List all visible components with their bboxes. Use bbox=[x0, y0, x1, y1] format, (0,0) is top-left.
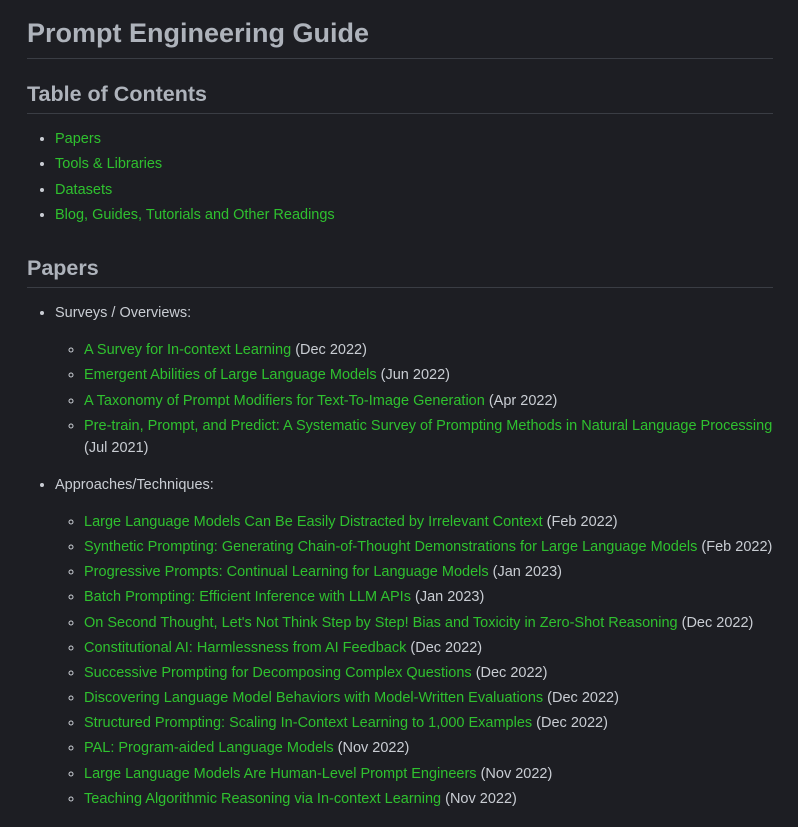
paper-item bbox=[84, 662, 773, 684]
paper-date: (Apr 2022) bbox=[488, 392, 558, 409]
paper-link[interactable]: Synthetic Prompting: Generating Chain-of-Thought Demonstrations for Large Language Models bbox=[84, 538, 698, 555]
paper-date: (Nov 2022) bbox=[480, 765, 553, 782]
paper-item bbox=[84, 339, 773, 361]
papers-heading: Papers bbox=[27, 253, 773, 288]
category-label: • Surveys / Overviews: bbox=[55, 305, 192, 322]
paper-item bbox=[84, 390, 773, 412]
paper-date: (Feb 2022) bbox=[546, 513, 618, 530]
toc-link-blog-guides[interactable]: Blog, Guides, Tutorials and Other Readings bbox=[55, 206, 335, 223]
paper-link[interactable]: A Survey for In-context Learning bbox=[84, 342, 292, 359]
paper-item bbox=[84, 737, 773, 759]
paper-date: (Dec 2022) bbox=[547, 690, 619, 707]
toc-item bbox=[55, 152, 773, 177]
paper-date: (Jan 2023) bbox=[414, 589, 485, 606]
paper-item bbox=[84, 511, 773, 533]
toc-item bbox=[55, 178, 773, 203]
paper-item bbox=[84, 415, 773, 459]
toc-heading: Table of Contents bbox=[27, 79, 773, 114]
paper-link[interactable]: Teaching Algorithmic Reasoning via In-context Learning bbox=[84, 790, 442, 807]
paper-link[interactable]: Batch Prompting: Efficient Inference with LLM APIs bbox=[84, 589, 411, 606]
toc-list bbox=[27, 127, 773, 228]
paper-link[interactable]: Successive Prompting for Decomposing Complex Questions bbox=[84, 664, 472, 681]
paper-link[interactable]: Large Language Models Are Human-Level Prompt Engineers bbox=[84, 765, 477, 782]
paper-link[interactable]: Constitutional AI: Harmlessness from AI Feedback bbox=[84, 639, 407, 656]
paper-item bbox=[84, 586, 773, 608]
paper-link[interactable]: Progressive Prompts: Continual Learning for Language Models bbox=[84, 564, 489, 581]
toc-link-datasets[interactable]: Datasets bbox=[55, 181, 113, 198]
paper-date: (Nov 2022) bbox=[337, 740, 410, 757]
paper-date: (Dec 2022) bbox=[295, 342, 367, 359]
paper-item bbox=[84, 536, 773, 558]
paper-date: (Jun 2022) bbox=[380, 367, 450, 384]
paper-item bbox=[84, 763, 773, 785]
paper-item bbox=[84, 561, 773, 583]
papers-category-list bbox=[27, 303, 773, 810]
paper-link[interactable]: Emergent Abilities of Large Language Models bbox=[84, 367, 377, 384]
paper-item bbox=[84, 612, 773, 634]
paper-link[interactable]: Large Language Models Can Be Easily Distracted by Irrelevant Context bbox=[84, 513, 543, 530]
paper-link[interactable]: On Second Thought, Let's Not Think Step by Step! Bias and Toxicity in Zero-Shot Reasoning bbox=[84, 614, 678, 631]
toc-link-tools-libraries[interactable]: Tools & Libraries bbox=[55, 156, 163, 173]
paper-date: (Dec 2022) bbox=[681, 614, 754, 631]
paper-date: (Jan 2023) bbox=[492, 564, 562, 581]
category-label: • Approaches/Techniques: bbox=[55, 476, 214, 493]
paper-item bbox=[84, 364, 773, 386]
page-title: Prompt Engineering Guide bbox=[27, 0, 773, 59]
paper-list bbox=[55, 511, 773, 810]
paper-item bbox=[84, 687, 773, 709]
paper-link[interactable]: PAL: Program-aided Language Models bbox=[84, 740, 334, 757]
paper-item bbox=[84, 712, 773, 734]
category-approaches bbox=[55, 475, 773, 810]
paper-date: (Nov 2022) bbox=[445, 790, 517, 807]
paper-date: (Dec 2022) bbox=[475, 664, 548, 681]
paper-link[interactable]: Pre-train, Prompt, and Predict: A Systematic Survey of Prompting Methods in Natural Language Processing bbox=[84, 417, 773, 434]
toc-link-papers[interactable]: Papers bbox=[55, 131, 101, 147]
paper-date: (Feb 2022) bbox=[701, 538, 773, 555]
markdown-body bbox=[27, 0, 773, 813]
paper-item bbox=[84, 637, 773, 659]
toc-item bbox=[55, 127, 773, 152]
toc-item bbox=[55, 203, 773, 228]
paper-link[interactable]: Structured Prompting: Scaling In-Context Learning to 1,000 Examples bbox=[84, 715, 533, 732]
paper-link[interactable]: Discovering Language Model Behaviors with Model-Written Evaluations bbox=[84, 690, 544, 707]
paper-item bbox=[84, 788, 773, 810]
paper-date: (Dec 2022) bbox=[410, 639, 483, 656]
paper-link[interactable]: A Taxonomy of Prompt Modifiers for Text-To-Image Generation bbox=[84, 392, 485, 409]
category-surveys bbox=[55, 303, 773, 459]
paper-date: (Jul 2021) bbox=[84, 439, 149, 456]
paper-list bbox=[55, 339, 773, 459]
paper-date: (Dec 2022) bbox=[536, 715, 608, 732]
